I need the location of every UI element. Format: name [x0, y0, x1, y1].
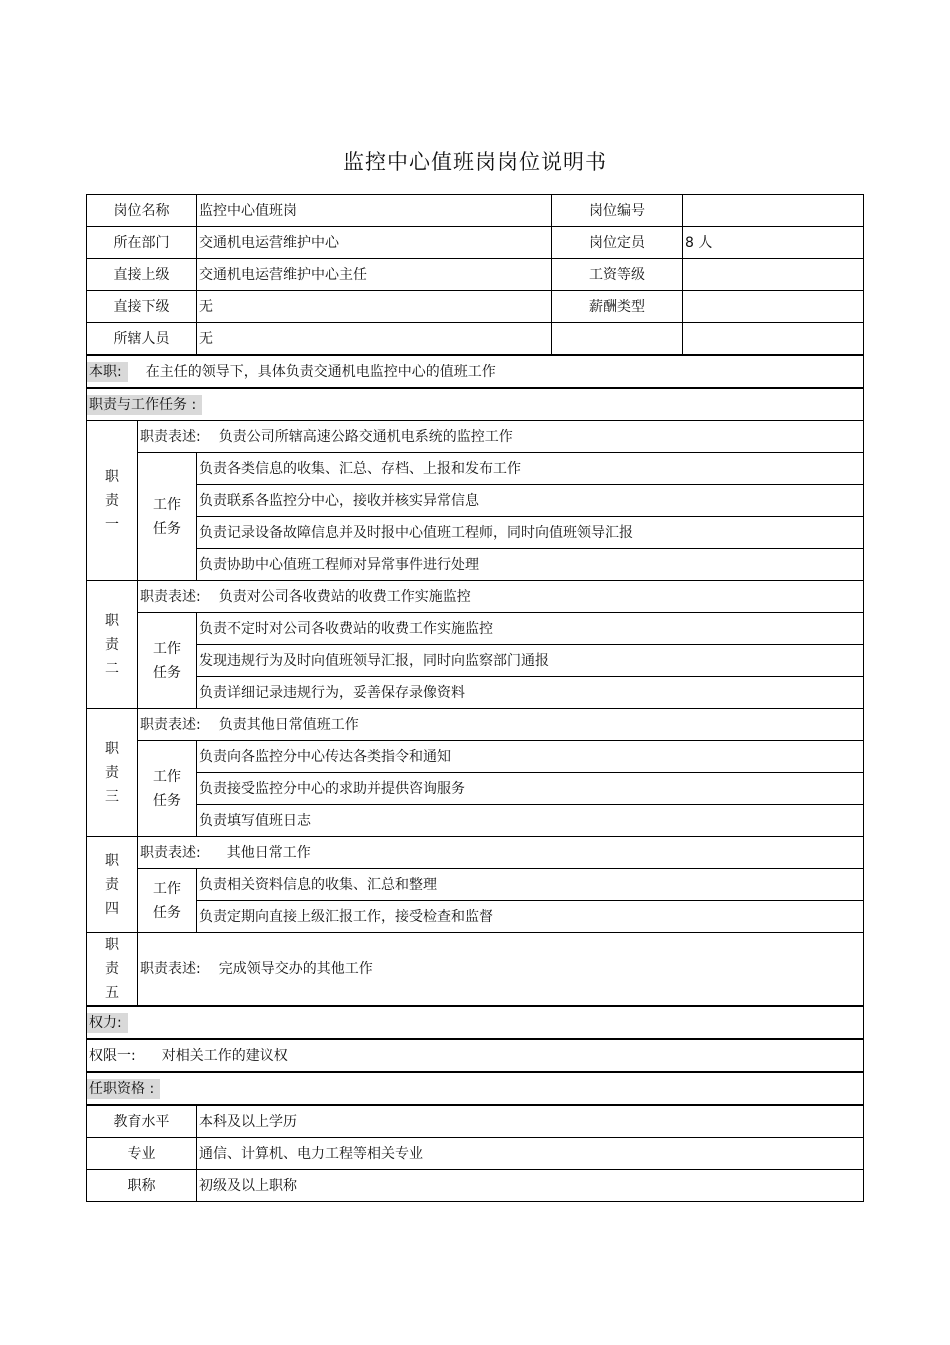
task-item: 负责相关资料信息的收集、汇总和整理 — [197, 869, 864, 901]
professional-title-value: 初级及以上职称 — [197, 1170, 864, 1202]
superior-value: 交通机电运营维护中心主任 — [197, 259, 552, 291]
staff-label: 所辖人员 — [87, 323, 197, 356]
quota-value: 8 人 — [683, 227, 864, 259]
responsibility-4-desc: 职责表述: 其他日常工作 — [138, 837, 864, 869]
responsibility-4-task-row — [87, 869, 864, 901]
responsibility-2-desc-row — [87, 581, 864, 613]
row-staff — [87, 323, 864, 356]
post-code-label: 岗位编号 — [552, 195, 683, 227]
responsibility-2-task-label: 工作 任务 — [138, 613, 197, 709]
responsibility-4-desc-row — [87, 837, 864, 869]
professional-title-label: 职称 — [87, 1170, 197, 1202]
department-value: 交通机电运营维护中心 — [197, 227, 552, 259]
row-post-name — [87, 195, 864, 227]
qualification-label: 任职资格 : — [87, 1079, 160, 1099]
authority-header-cell — [87, 1006, 864, 1039]
responsibility-4-task-row — [87, 901, 864, 933]
education-value: 本科及以上学历 — [197, 1105, 864, 1138]
superior-label: 直接上级 — [87, 259, 197, 291]
responsibility-2-task-row — [87, 677, 864, 709]
subordinate-value: 无 — [197, 291, 552, 323]
task-item: 负责记录设备故障信息并及时报中心值班工程师，同时向值班领导汇报 — [197, 517, 864, 549]
responsibility-3-desc-row — [87, 709, 864, 741]
duty-label: 本职: — [87, 362, 128, 382]
salary-type-value — [683, 291, 864, 323]
education-label: 教育水平 — [87, 1105, 197, 1138]
row-authority-item — [87, 1039, 864, 1072]
task-item: 发现违规行为及时向值班领导汇报，同时向监察部门通报 — [197, 645, 864, 677]
subordinate-label: 直接下级 — [87, 291, 197, 323]
responsibility-3-number: 职 责 三 — [87, 709, 138, 837]
responsibilities-header: 职责与工作任务 : — [87, 395, 202, 415]
responsibility-1-task-row — [87, 453, 864, 485]
task-item: 负责向各监控分中心传达各类指令和通知 — [197, 741, 864, 773]
row-education — [87, 1105, 864, 1138]
wage-grade-value — [683, 259, 864, 291]
responsibility-2-task-row — [87, 645, 864, 677]
row-responsibilities-header — [87, 388, 864, 421]
row-major — [87, 1138, 864, 1170]
responsibility-1-desc-row — [87, 421, 864, 453]
responsibility-2-task-row — [87, 613, 864, 645]
responsibility-3-desc: 职责表述: 负责其他日常值班工作 — [138, 709, 864, 741]
post-name-label: 岗位名称 — [87, 195, 197, 227]
post-code-value — [683, 195, 864, 227]
task-item: 负责各类信息的收集、汇总、存档、上报和发布工作 — [197, 453, 864, 485]
responsibility-1-task-label: 工作 任务 — [138, 453, 197, 581]
responsibility-3-task-row — [87, 773, 864, 805]
authority-item-value: 对相关工作的建议权 — [161, 1047, 288, 1064]
major-label: 专业 — [87, 1138, 197, 1170]
duty-value: 在主任的领导下，具体负责交通机电监控中心的值班工作 — [145, 363, 496, 380]
task-item: 负责定期向直接上级汇报工作，接受检查和监督 — [197, 901, 864, 933]
job-table — [86, 194, 864, 1202]
responsibility-3-task-row — [87, 741, 864, 773]
row-department — [87, 227, 864, 259]
row-duty — [87, 355, 864, 388]
responsibility-4-task-label: 工作 任务 — [138, 869, 197, 933]
row-professional-title — [87, 1170, 864, 1202]
responsibility-5-number: 职 责 五 — [87, 933, 138, 1007]
row-qualification-header — [87, 1072, 864, 1105]
responsibility-1-task-row — [87, 517, 864, 549]
task-item: 负责不定时对公司各收费站的收费工作实施监控 — [197, 613, 864, 645]
responsibilities-header-cell — [87, 388, 864, 421]
department-label: 所在部门 — [87, 227, 197, 259]
task-item: 负责接受监控分中心的求助并提供咨询服务 — [197, 773, 864, 805]
responsibility-2-number: 职 责 二 — [87, 581, 138, 709]
responsibility-1-task-row — [87, 485, 864, 517]
empty-cell — [552, 323, 683, 356]
responsibility-5-row — [87, 933, 864, 1007]
authority-item-cell — [87, 1039, 864, 1072]
responsibility-3-task-label: 工作 任务 — [138, 741, 197, 837]
major-value: 通信、计算机、电力工程等相关专业 — [197, 1138, 864, 1170]
task-item: 负责详细记录违规行为，妥善保存录像资料 — [197, 677, 864, 709]
post-name-value: 监控中心值班岗 — [197, 195, 552, 227]
responsibility-5-desc: 职责表述: 完成领导交办的其他工作 — [138, 933, 864, 1007]
job-description-form — [86, 194, 863, 1202]
row-superior — [87, 259, 864, 291]
authority-item-label: 权限一: — [89, 1047, 136, 1064]
qualification-header-cell — [87, 1072, 864, 1105]
responsibility-1-task-row — [87, 549, 864, 581]
task-item: 负责联系各监控分中心，接收并核实异常信息 — [197, 485, 864, 517]
staff-value: 无 — [197, 323, 552, 356]
responsibility-3-task-row — [87, 805, 864, 837]
page-title: 监控中心值班岗岗位说明书 — [343, 150, 607, 174]
responsibility-4-number: 职 责 四 — [87, 837, 138, 933]
quota-label: 岗位定员 — [552, 227, 683, 259]
task-item: 负责协助中心值班工程师对异常事件进行处理 — [197, 549, 864, 581]
salary-type-label: 薪酬类型 — [552, 291, 683, 323]
authority-label: 权力: — [87, 1013, 128, 1033]
row-subordinate — [87, 291, 864, 323]
row-authority-header — [87, 1006, 864, 1039]
wage-grade-label: 工资等级 — [552, 259, 683, 291]
responsibility-1-number: 职 责 一 — [87, 421, 138, 581]
empty-cell — [683, 323, 864, 356]
task-item: 负责填写值班日志 — [197, 805, 864, 837]
duty-cell — [87, 355, 864, 388]
responsibility-1-desc: 职责表述: 负责公司所辖高速公路交通机电系统的监控工作 — [138, 421, 864, 453]
responsibility-2-desc: 职责表述: 负责对公司各收费站的收费工作实施监控 — [138, 581, 864, 613]
